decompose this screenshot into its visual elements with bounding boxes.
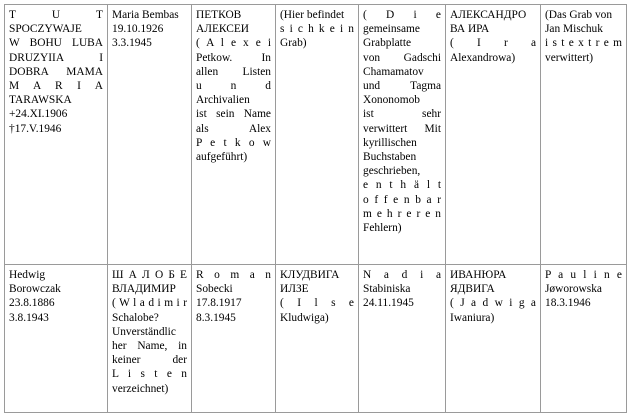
- cell-line: i s t e x t r e m: [545, 37, 622, 50]
- cell-line: Borowczak: [9, 283, 61, 296]
- cell-line: N a d i a: [363, 269, 441, 281]
- cell-line: 24.11.1945: [363, 297, 414, 310]
- cell-line: 3.8.1943: [9, 311, 49, 324]
- cell-line: geschrieben,: [363, 165, 421, 178]
- cell-line: +24.XI.1906: [9, 108, 68, 121]
- cell-line: АЛЕКСЕИ: [196, 23, 250, 36]
- cell-line: P e t k o w: [196, 136, 271, 149]
- cell-line: SPOCZYWAJE: [9, 23, 82, 36]
- cell-line: kyrillischen: [363, 136, 417, 149]
- cell-line: АЛЕКСАНДРО: [450, 9, 527, 21]
- cell-line: m e h r e r e n: [363, 207, 441, 220]
- cell-line: ( I r a: [450, 37, 536, 50]
- cell-line: 17.8.1917: [196, 297, 242, 310]
- cell-line: ИЛЗЕ: [280, 283, 309, 296]
- cell-line: keiner der: [112, 354, 187, 367]
- cell-line: verwittert Mit: [363, 122, 441, 135]
- cell-line: Buchstaben: [363, 151, 417, 164]
- cell-line: Chamamatov: [363, 65, 424, 78]
- table-cell: [276, 5, 359, 265]
- cell-line: Stabiniska: [363, 283, 411, 296]
- cell-line: ( J a d w i g a: [450, 297, 536, 310]
- cell-line: Jan Mischuk: [545, 23, 603, 36]
- cell-line: und Tagma: [363, 80, 441, 93]
- cell-line: КЛУДВИГА: [280, 269, 340, 281]
- cell-line: Iwaniura): [450, 311, 495, 324]
- cell-line: Archivalien: [196, 94, 250, 107]
- table-cell: [276, 265, 359, 413]
- cell-line: ПЕТКОВ: [196, 9, 242, 21]
- table-cell: [541, 265, 627, 413]
- cell-line: 3.3.1945: [112, 37, 152, 50]
- cell-line: (Hier befindet: [280, 9, 345, 21]
- cell-line: als Alex: [196, 122, 271, 135]
- cell-line: L i s t e n: [112, 368, 187, 381]
- cell-line: Xononomob: [363, 94, 420, 107]
- cell-line: ( D i e: [363, 9, 441, 21]
- cell-line: Jøworowska: [545, 283, 602, 296]
- cell-line: her Name, in: [112, 340, 187, 353]
- table-cell: [108, 265, 192, 413]
- table-cell: [108, 5, 192, 265]
- cell-line: P a u l i n e: [545, 269, 622, 281]
- cell-line: Fehlern): [363, 222, 402, 235]
- cell-line: (Das Grab von: [545, 9, 613, 21]
- cell-line: aufgeführt): [196, 151, 248, 164]
- cell-line: Schalobe?: [112, 311, 159, 324]
- cell-line: ist sein Name: [196, 108, 271, 121]
- cell-line: R o m a n: [196, 269, 271, 281]
- cell-line: Grabplatte: [363, 37, 412, 50]
- cell-line: allen Listen: [196, 65, 271, 78]
- cell-line: ВЛАДИМИР: [112, 283, 176, 296]
- cell-line: Sobecki: [196, 283, 233, 296]
- table-cell: [5, 5, 108, 265]
- table-cell: [446, 265, 541, 413]
- cell-line: ИВАНЮРА: [450, 269, 507, 281]
- cell-line: 23.8.1886: [9, 297, 55, 310]
- cell-line: s i c h k e i n: [280, 23, 354, 36]
- grave-record-table: [4, 4, 627, 413]
- table-cell: [446, 5, 541, 265]
- table-row: [5, 5, 627, 265]
- cell-line: ist sehr: [363, 108, 441, 121]
- cell-line: gemeinsame: [363, 23, 420, 36]
- cell-line: Alexandrowa): [450, 51, 516, 64]
- cell-line: Petkow. In: [196, 51, 271, 64]
- cell-line: TARAWSKA: [9, 94, 72, 107]
- cell-line: DRUZYIIA I: [9, 51, 103, 64]
- cell-line: 18.3.1946: [545, 297, 591, 310]
- table-cell: [192, 5, 276, 265]
- cell-line: Hedwig: [9, 269, 46, 281]
- cell-line: M A R I A: [9, 80, 103, 93]
- cell-line: verzeichnet): [112, 382, 169, 395]
- cell-line: verwittert): [545, 51, 594, 64]
- cell-line: Unverständlic: [112, 325, 176, 338]
- cell-line: W BOHU LUBA: [9, 37, 103, 50]
- cell-line: †17.V.1946: [9, 122, 62, 135]
- cell-line: T U T: [9, 9, 103, 21]
- cell-line: Maria Bembas: [112, 9, 179, 21]
- cell-line: DOBRA MAMA: [9, 65, 103, 78]
- cell-line: ( W l a d i m i r: [112, 297, 187, 310]
- cell-line: 8.3.1945: [196, 311, 236, 324]
- cell-line: ( I l s e: [280, 297, 354, 310]
- cell-line: Ш А Л О Б Е: [112, 269, 187, 281]
- table-cell: [359, 265, 446, 413]
- table-cell: [192, 265, 276, 413]
- cell-line: ( A l e x e i: [196, 37, 271, 50]
- cell-line: ВА ИРА: [450, 23, 490, 36]
- table-row: [5, 265, 627, 413]
- cell-line: o f f e n b a r: [363, 193, 441, 206]
- cell-line: von Gadschi: [363, 51, 441, 64]
- cell-line: e n t h ä l t: [363, 179, 441, 192]
- cell-line: u n d: [196, 80, 271, 93]
- cell-line: Kludwiga): [280, 311, 329, 324]
- cell-line: 19.10.1926: [112, 23, 164, 36]
- cell-line: Grab): [280, 37, 307, 50]
- table-cell: [5, 265, 108, 413]
- table-cell: [359, 5, 446, 265]
- cell-line: ЯДВИГА: [450, 283, 495, 296]
- table-cell: [541, 5, 627, 265]
